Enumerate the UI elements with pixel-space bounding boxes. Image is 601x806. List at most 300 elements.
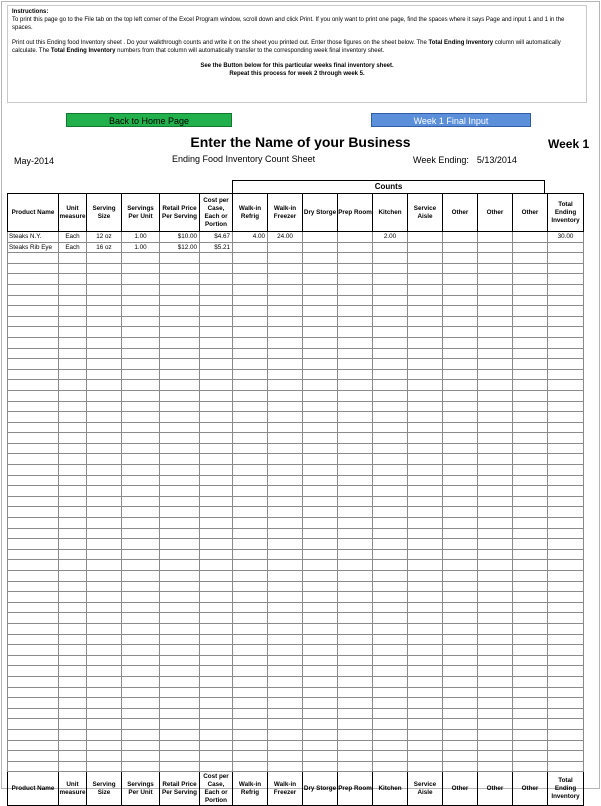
table-cell[interactable] (233, 528, 268, 539)
table-cell[interactable] (160, 761, 200, 772)
table-cell[interactable] (122, 676, 160, 687)
table-cell[interactable] (268, 306, 303, 317)
table-cell[interactable] (478, 284, 513, 295)
table-cell[interactable] (443, 560, 478, 571)
week1-final-input-button[interactable]: Week 1 Final Input (371, 113, 531, 127)
table-cell[interactable] (443, 602, 478, 613)
table-cell[interactable] (200, 634, 233, 645)
table-cell[interactable] (548, 751, 584, 762)
table-cell[interactable] (408, 655, 443, 666)
table-cell[interactable] (408, 708, 443, 719)
table-cell[interactable] (8, 698, 59, 709)
table-cell[interactable] (338, 390, 373, 401)
table-cell[interactable] (233, 560, 268, 571)
table-cell[interactable] (443, 486, 478, 497)
table-cell[interactable] (338, 645, 373, 656)
table-cell[interactable] (122, 613, 160, 624)
table-cell[interactable] (443, 592, 478, 603)
table-cell[interactable] (122, 539, 160, 550)
table-cell[interactable] (443, 253, 478, 264)
table-cell[interactable] (373, 433, 408, 444)
table-cell[interactable] (268, 412, 303, 423)
table-cell[interactable] (548, 443, 584, 454)
table-cell[interactable] (122, 518, 160, 529)
table-cell[interactable] (303, 539, 338, 550)
table-cell[interactable] (408, 306, 443, 317)
table-cell[interactable] (408, 274, 443, 285)
table-cell[interactable] (548, 306, 584, 317)
table-cell[interactable] (268, 539, 303, 550)
table-cell[interactable] (443, 337, 478, 348)
table-cell[interactable] (443, 306, 478, 317)
table-cell[interactable] (268, 518, 303, 529)
table-cell[interactable] (303, 337, 338, 348)
table-cell[interactable] (59, 698, 87, 709)
table-cell[interactable] (8, 539, 59, 550)
table-cell[interactable] (443, 676, 478, 687)
table-cell[interactable] (122, 465, 160, 476)
table-cell[interactable] (8, 337, 59, 348)
table-cell[interactable] (87, 719, 122, 730)
table-cell[interactable] (200, 359, 233, 370)
table-cell[interactable] (548, 592, 584, 603)
table-cell[interactable] (408, 613, 443, 624)
table-cell[interactable] (513, 687, 548, 698)
table-cell[interactable] (338, 443, 373, 454)
table-cell[interactable] (160, 337, 200, 348)
table-cell[interactable] (122, 719, 160, 730)
table-cell[interactable] (548, 263, 584, 274)
table-cell[interactable] (338, 623, 373, 634)
table-cell[interactable] (443, 284, 478, 295)
table-cell[interactable] (59, 253, 87, 264)
table-cell[interactable] (513, 253, 548, 264)
table-cell[interactable] (548, 242, 584, 253)
table-cell[interactable] (122, 412, 160, 423)
table-cell[interactable] (160, 708, 200, 719)
table-cell[interactable] (478, 592, 513, 603)
table-cell[interactable] (513, 645, 548, 656)
table-cell[interactable] (548, 433, 584, 444)
table-cell[interactable] (373, 602, 408, 613)
table-cell[interactable] (513, 698, 548, 709)
table-cell[interactable] (373, 719, 408, 730)
table-cell[interactable] (8, 454, 59, 465)
table-cell[interactable] (513, 571, 548, 582)
table-cell[interactable] (233, 337, 268, 348)
table-cell[interactable] (478, 475, 513, 486)
table-cell[interactable] (443, 348, 478, 359)
table-cell[interactable] (408, 433, 443, 444)
table-cell[interactable] (87, 602, 122, 613)
table-cell[interactable] (513, 454, 548, 465)
table-cell[interactable] (59, 602, 87, 613)
table-cell[interactable] (122, 369, 160, 380)
table-cell[interactable] (548, 327, 584, 338)
table-cell[interactable] (87, 253, 122, 264)
table-cell[interactable] (233, 274, 268, 285)
table-cell[interactable] (59, 465, 87, 476)
table-cell[interactable] (303, 496, 338, 507)
table-cell[interactable] (513, 623, 548, 634)
table-cell[interactable] (200, 348, 233, 359)
table-cell[interactable] (513, 708, 548, 719)
table-cell[interactable] (160, 486, 200, 497)
table-cell[interactable] (59, 528, 87, 539)
table-cell[interactable] (233, 253, 268, 264)
table-cell[interactable] (443, 687, 478, 698)
table-cell[interactable] (87, 581, 122, 592)
table-cell[interactable] (59, 263, 87, 274)
table-cell[interactable] (233, 306, 268, 317)
table-cell[interactable] (478, 518, 513, 529)
table-cell[interactable] (8, 390, 59, 401)
table-cell[interactable] (408, 359, 443, 370)
table-cell[interactable] (268, 623, 303, 634)
table-cell[interactable] (408, 751, 443, 762)
table-cell[interactable] (200, 666, 233, 677)
table-cell[interactable] (373, 454, 408, 465)
table-cell[interactable] (478, 496, 513, 507)
table-cell[interactable] (200, 454, 233, 465)
table-cell[interactable] (87, 560, 122, 571)
table-cell[interactable] (87, 348, 122, 359)
table-cell[interactable] (200, 369, 233, 380)
table-cell[interactable] (513, 422, 548, 433)
table-cell[interactable] (160, 676, 200, 687)
table-cell[interactable] (443, 380, 478, 391)
table-cell[interactable] (122, 751, 160, 762)
table-cell[interactable] (408, 465, 443, 476)
table-cell[interactable] (478, 560, 513, 571)
table-cell[interactable] (338, 337, 373, 348)
table-cell[interactable] (233, 369, 268, 380)
table-cell[interactable] (303, 581, 338, 592)
table-cell[interactable] (122, 433, 160, 444)
table-cell[interactable] (160, 390, 200, 401)
table-cell[interactable] (303, 751, 338, 762)
table-cell[interactable] (408, 242, 443, 253)
table-cell[interactable] (303, 274, 338, 285)
table-cell[interactable] (233, 740, 268, 751)
table-cell[interactable] (513, 359, 548, 370)
table-cell[interactable] (200, 539, 233, 550)
table-cell[interactable] (443, 623, 478, 634)
table-cell[interactable] (513, 539, 548, 550)
table-cell[interactable] (303, 380, 338, 391)
table-cell[interactable] (200, 306, 233, 317)
table-cell[interactable] (59, 507, 87, 518)
table-cell[interactable] (59, 401, 87, 412)
table-cell[interactable] (373, 581, 408, 592)
table-cell[interactable] (408, 316, 443, 327)
table-cell[interactable] (303, 433, 338, 444)
table-cell[interactable] (338, 666, 373, 677)
table-cell[interactable] (122, 390, 160, 401)
table-cell[interactable] (233, 666, 268, 677)
table-cell[interactable] (87, 401, 122, 412)
table-cell[interactable] (122, 571, 160, 582)
table-cell[interactable] (548, 571, 584, 582)
table-cell[interactable] (233, 729, 268, 740)
table-cell[interactable] (160, 623, 200, 634)
table-cell[interactable] (338, 581, 373, 592)
table-cell[interactable] (478, 263, 513, 274)
table-cell[interactable] (8, 380, 59, 391)
table-cell[interactable] (303, 528, 338, 539)
table-cell[interactable] (59, 708, 87, 719)
table-cell[interactable]: Steaks N.Y. (8, 232, 59, 243)
table-cell[interactable] (443, 719, 478, 730)
table-cell[interactable] (268, 253, 303, 264)
table-cell[interactable] (303, 242, 338, 253)
table-cell[interactable] (59, 496, 87, 507)
table-cell[interactable] (268, 295, 303, 306)
table-cell[interactable] (513, 549, 548, 560)
table-cell[interactable] (513, 401, 548, 412)
table-cell[interactable] (87, 496, 122, 507)
table-cell[interactable] (200, 284, 233, 295)
table-cell[interactable] (233, 327, 268, 338)
table-cell[interactable] (8, 369, 59, 380)
table-cell[interactable] (8, 284, 59, 295)
table-cell[interactable] (443, 359, 478, 370)
table-cell[interactable] (373, 623, 408, 634)
table-cell[interactable] (303, 634, 338, 645)
table-cell[interactable] (8, 560, 59, 571)
table-cell[interactable] (8, 719, 59, 730)
table-cell[interactable] (200, 645, 233, 656)
table-cell[interactable] (8, 602, 59, 613)
table-cell[interactable] (373, 676, 408, 687)
table-cell[interactable] (443, 507, 478, 518)
table-cell[interactable] (87, 539, 122, 550)
table-cell[interactable] (513, 390, 548, 401)
table-cell[interactable] (373, 422, 408, 433)
table-cell[interactable] (303, 602, 338, 613)
table-cell[interactable] (160, 465, 200, 476)
table-cell[interactable] (233, 359, 268, 370)
table-cell[interactable] (160, 412, 200, 423)
table-cell[interactable] (408, 496, 443, 507)
table-cell[interactable] (408, 645, 443, 656)
table-cell[interactable] (408, 581, 443, 592)
table-cell[interactable] (373, 729, 408, 740)
table-cell[interactable] (478, 359, 513, 370)
table-cell[interactable] (408, 539, 443, 550)
table-cell[interactable] (548, 284, 584, 295)
table-cell[interactable] (200, 581, 233, 592)
table-cell[interactable] (8, 740, 59, 751)
table-cell[interactable] (59, 475, 87, 486)
table-cell[interactable] (268, 581, 303, 592)
table-cell[interactable] (478, 274, 513, 285)
table-cell[interactable] (87, 369, 122, 380)
table-cell[interactable] (338, 708, 373, 719)
table-cell[interactable] (513, 560, 548, 571)
table-cell[interactable] (303, 560, 338, 571)
table-cell[interactable] (478, 571, 513, 582)
table-cell[interactable] (303, 507, 338, 518)
table-cell[interactable]: Each (59, 232, 87, 243)
table-cell[interactable] (303, 708, 338, 719)
table-cell[interactable] (338, 380, 373, 391)
table-cell[interactable] (548, 507, 584, 518)
table-cell[interactable] (122, 284, 160, 295)
table-cell[interactable] (373, 486, 408, 497)
table-cell[interactable] (408, 443, 443, 454)
table-cell[interactable] (122, 528, 160, 539)
table-cell[interactable]: 1.00 (122, 232, 160, 243)
table-cell[interactable] (478, 486, 513, 497)
table-cell[interactable] (87, 698, 122, 709)
table-cell[interactable] (268, 655, 303, 666)
table-cell[interactable] (160, 655, 200, 666)
table-cell[interactable] (373, 316, 408, 327)
table-cell[interactable] (122, 592, 160, 603)
table-cell[interactable] (59, 295, 87, 306)
table-cell[interactable] (233, 263, 268, 274)
table-cell[interactable] (373, 528, 408, 539)
table-cell[interactable] (87, 507, 122, 518)
table-cell[interactable] (8, 486, 59, 497)
table-cell[interactable] (478, 401, 513, 412)
table-cell[interactable] (233, 549, 268, 560)
table-cell[interactable] (478, 465, 513, 476)
table-cell[interactable] (268, 390, 303, 401)
table-cell[interactable] (303, 401, 338, 412)
table-cell[interactable] (8, 306, 59, 317)
table-cell[interactable] (548, 549, 584, 560)
table-cell[interactable] (443, 443, 478, 454)
table-cell[interactable] (233, 401, 268, 412)
table-cell[interactable] (338, 528, 373, 539)
table-cell[interactable] (268, 263, 303, 274)
table-cell[interactable] (478, 390, 513, 401)
table-cell[interactable] (443, 581, 478, 592)
table-cell[interactable] (87, 623, 122, 634)
table-cell[interactable]: $10.00 (160, 232, 200, 243)
table-cell[interactable] (160, 433, 200, 444)
table-cell[interactable] (122, 263, 160, 274)
table-cell[interactable] (478, 316, 513, 327)
table-cell[interactable] (373, 401, 408, 412)
table-cell[interactable] (408, 454, 443, 465)
table-cell[interactable] (548, 486, 584, 497)
table-cell[interactable] (122, 443, 160, 454)
table-cell[interactable] (59, 623, 87, 634)
table-cell[interactable] (59, 486, 87, 497)
table-cell[interactable] (59, 316, 87, 327)
table-cell[interactable] (268, 348, 303, 359)
table-cell[interactable] (373, 613, 408, 624)
table-cell[interactable] (408, 422, 443, 433)
table-cell[interactable] (59, 687, 87, 698)
table-cell[interactable] (373, 751, 408, 762)
table-cell[interactable] (373, 263, 408, 274)
table-cell[interactable] (443, 274, 478, 285)
table-cell[interactable] (338, 232, 373, 243)
table-cell[interactable] (122, 316, 160, 327)
table-cell[interactable] (443, 369, 478, 380)
table-cell[interactable] (443, 740, 478, 751)
table-cell[interactable] (200, 475, 233, 486)
table-cell[interactable] (200, 613, 233, 624)
table-cell[interactable] (443, 263, 478, 274)
table-cell[interactable] (200, 676, 233, 687)
table-cell[interactable] (373, 634, 408, 645)
table-cell[interactable] (408, 284, 443, 295)
table-cell[interactable] (200, 623, 233, 634)
table-cell[interactable] (87, 729, 122, 740)
table-cell[interactable] (513, 655, 548, 666)
table-cell[interactable] (8, 751, 59, 762)
table-cell[interactable] (443, 422, 478, 433)
table-cell[interactable] (513, 592, 548, 603)
table-cell[interactable] (408, 761, 443, 772)
table-cell[interactable] (122, 422, 160, 433)
table-cell[interactable] (87, 422, 122, 433)
table-cell[interactable] (408, 295, 443, 306)
table-cell[interactable] (268, 613, 303, 624)
table-cell[interactable] (513, 274, 548, 285)
table-cell[interactable] (8, 401, 59, 412)
table-cell[interactable] (87, 676, 122, 687)
table-cell[interactable] (443, 242, 478, 253)
table-cell[interactable] (87, 454, 122, 465)
table-cell[interactable] (200, 528, 233, 539)
table-cell[interactable] (408, 528, 443, 539)
table-cell[interactable] (408, 337, 443, 348)
table-cell[interactable] (513, 412, 548, 423)
table-cell[interactable] (443, 666, 478, 677)
table-cell[interactable] (443, 390, 478, 401)
table-cell[interactable] (160, 698, 200, 709)
table-cell[interactable] (303, 486, 338, 497)
table-cell[interactable] (338, 751, 373, 762)
table-cell[interactable] (268, 422, 303, 433)
table-cell[interactable] (268, 433, 303, 444)
table-cell[interactable] (338, 486, 373, 497)
table-cell[interactable] (478, 655, 513, 666)
table-cell[interactable] (233, 645, 268, 656)
table-cell[interactable] (408, 560, 443, 571)
table-cell[interactable] (160, 528, 200, 539)
table-cell[interactable] (513, 284, 548, 295)
table-cell[interactable] (338, 729, 373, 740)
table-cell[interactable] (338, 761, 373, 772)
table-cell[interactable] (373, 645, 408, 656)
table-cell[interactable] (443, 433, 478, 444)
table-cell[interactable] (513, 751, 548, 762)
table-cell[interactable] (373, 475, 408, 486)
table-cell[interactable] (373, 295, 408, 306)
table-cell[interactable] (478, 528, 513, 539)
table-cell[interactable] (478, 698, 513, 709)
table-cell[interactable] (200, 274, 233, 285)
table-cell[interactable] (408, 634, 443, 645)
table-cell[interactable] (373, 571, 408, 582)
table-cell[interactable] (548, 465, 584, 476)
table-cell[interactable] (513, 242, 548, 253)
table-cell[interactable] (8, 496, 59, 507)
table-cell[interactable] (513, 443, 548, 454)
table-cell[interactable] (303, 761, 338, 772)
table-cell[interactable] (160, 274, 200, 285)
table-cell[interactable] (373, 348, 408, 359)
table-cell[interactable] (233, 412, 268, 423)
table-cell[interactable] (408, 327, 443, 338)
